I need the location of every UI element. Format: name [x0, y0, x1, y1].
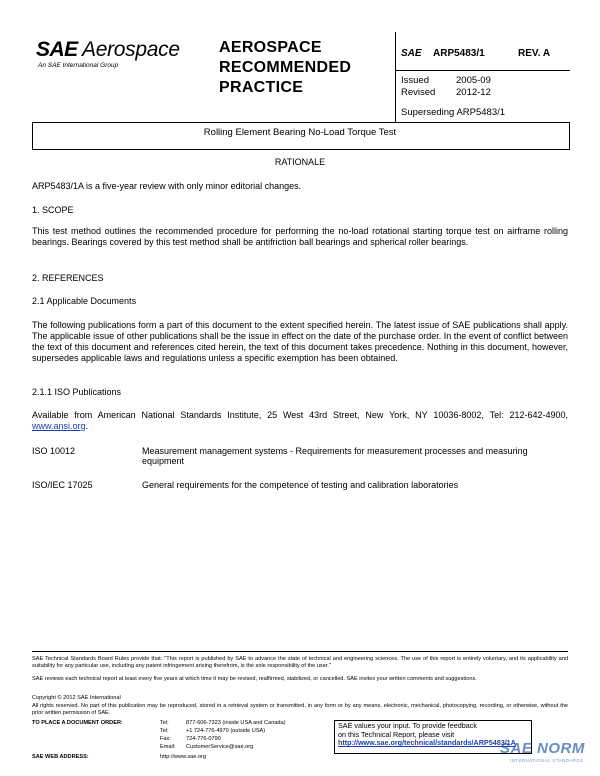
email-label: Email: — [160, 744, 176, 750]
doc-type-line-2: RECOMMENDED — [219, 59, 352, 76]
footer-rule — [32, 651, 568, 652]
feedback-line-2: on this Technical Report, please visit — [338, 729, 455, 739]
tel2-label: Tel: — [160, 728, 169, 734]
logo-subtitle: An SAE International Group — [38, 62, 119, 69]
header-divider-horizontal — [395, 70, 570, 71]
revised-label: Revised — [401, 87, 436, 98]
doc-type-line-3: PRACTICE — [219, 79, 304, 96]
reference-id: ISO/IEC 17025 — [32, 480, 93, 490]
rationale-text: ARP5483/1A is a five-year review with only minor editorial changes. — [32, 181, 302, 191]
feedback-line-1: SAE values your input. To provide feedback — [338, 721, 477, 730]
applicable-documents-text: The following publications form a part of this document to the extent specified herein. The latest issue of SAE publications shall apply. The applicable issue of other publications shall be the issue in effect on the date of the purchase order. In the event of conflict between the text of this document and references cited herein, the text of this document takes precedence. Nothing in this document, however, supersedes applicable laws and regulations unless a specific exemption has been obtained. — [32, 320, 568, 363]
sae-small-logo: SAE — [401, 48, 422, 59]
rationale-heading: RATIONALE — [274, 157, 326, 167]
issued-label: Issued — [401, 75, 429, 86]
sae-norm-stamp-subtitle: INTERNATIONAL STANDARDS — [510, 758, 584, 763]
doc-type-line-1: AEROSPACE — [219, 39, 322, 56]
sae-logo: SAE — [36, 38, 78, 61]
sae-norm-stamp: SAE NORM — [500, 740, 585, 757]
feedback-link[interactable]: http://www.sae.org/technical/standards/ARP5483/1A — [338, 738, 516, 748]
reference-title: Measurement management systems - Requirements for measurement processes and measuring equipment — [142, 446, 528, 466]
reference-title: General requirements for the competence of testing and calibration laboratories — [142, 480, 459, 490]
header-divider-vertical — [395, 32, 396, 122]
revised-date: 2012-12 — [456, 87, 491, 98]
ansi-link[interactable]: www.ansi.org — [32, 421, 86, 431]
scope-heading: 1. SCOPE — [32, 205, 74, 215]
document-type — [219, 38, 351, 98]
iso-publications-heading: 2.1.1 ISO Publications — [32, 387, 122, 397]
iso-availability-text — [32, 410, 568, 432]
applicable-documents-heading: 2.1 Applicable Documents — [32, 296, 137, 306]
issued-date: 2005-09 — [456, 75, 491, 86]
supersedes-note: Superseding ARP5483/1 — [401, 107, 506, 118]
order-label: TO PLACE A DOCUMENT ORDER: — [32, 720, 123, 726]
reference-id: ISO 10012 — [32, 446, 76, 456]
footer-rules-text: SAE Technical Standards Board Rules provide that: "This report is published by SAE to advance the state of technical and engineering sciences. The use of this report is entirely voluntary, and its applicability and suitability for any particular use, including any patent infringement arising therefrom, is the sole responsibility of the user." — [32, 656, 568, 669]
tel-label: Tel: — [160, 720, 169, 726]
scope-text: This test method outlines the recommended procedure for performing the no-load rotational starting torque test on airframe rolling bearings. Bearings covered by this test method shall be antifriction ball bearings and spherical roller bearings. — [32, 226, 568, 247]
aerospace-logo-text: Aerospace — [82, 38, 180, 61]
email-value[interactable]: CustomerService@sae.org — [186, 744, 254, 750]
iso-period: . — [85, 421, 89, 431]
tel-value: 877-606-7323 (inside USA and Canada) — [186, 720, 286, 726]
web-address-value[interactable]: http://www.sae.org — [160, 754, 207, 760]
iso-availability-sentence: Available from American National Standards Institute, 25 West 43rd Street, New York, NY 10036-8002, Tel: 212-642-4900, — [32, 410, 568, 420]
web-address-label: SAE WEB ADDRESS: — [32, 754, 89, 760]
footer-rights-text: All rights reserved. No part of this publication may be reproduced, stored in a retrieval system or transmitted, in any form or by any means, electronic, mechanical, photocopying, recording, or otherwise, without the prior written permission of SAE. — [32, 703, 568, 716]
footer-copyright: Copyright © 2012 SAE International — [32, 695, 121, 701]
fax-value: 724-776-0790 — [186, 736, 221, 742]
references-heading: 2. REFERENCES — [32, 273, 104, 283]
document-number: ARP5483/1 — [433, 48, 485, 59]
fax-label: Fax: — [160, 736, 171, 742]
document-title: Rolling Element Bearing No-Load Torque Test — [203, 127, 397, 138]
tel2-value: +1 724-776-4970 (outside USA) — [186, 728, 266, 734]
footer-review-text: SAE reviews each technical report at least every five years at which time it may be revised, reaffirmed, stabilized, or cancelled. SAE invites your written comments and suggestions. — [32, 676, 477, 682]
revision-label: REV. A — [518, 48, 551, 59]
